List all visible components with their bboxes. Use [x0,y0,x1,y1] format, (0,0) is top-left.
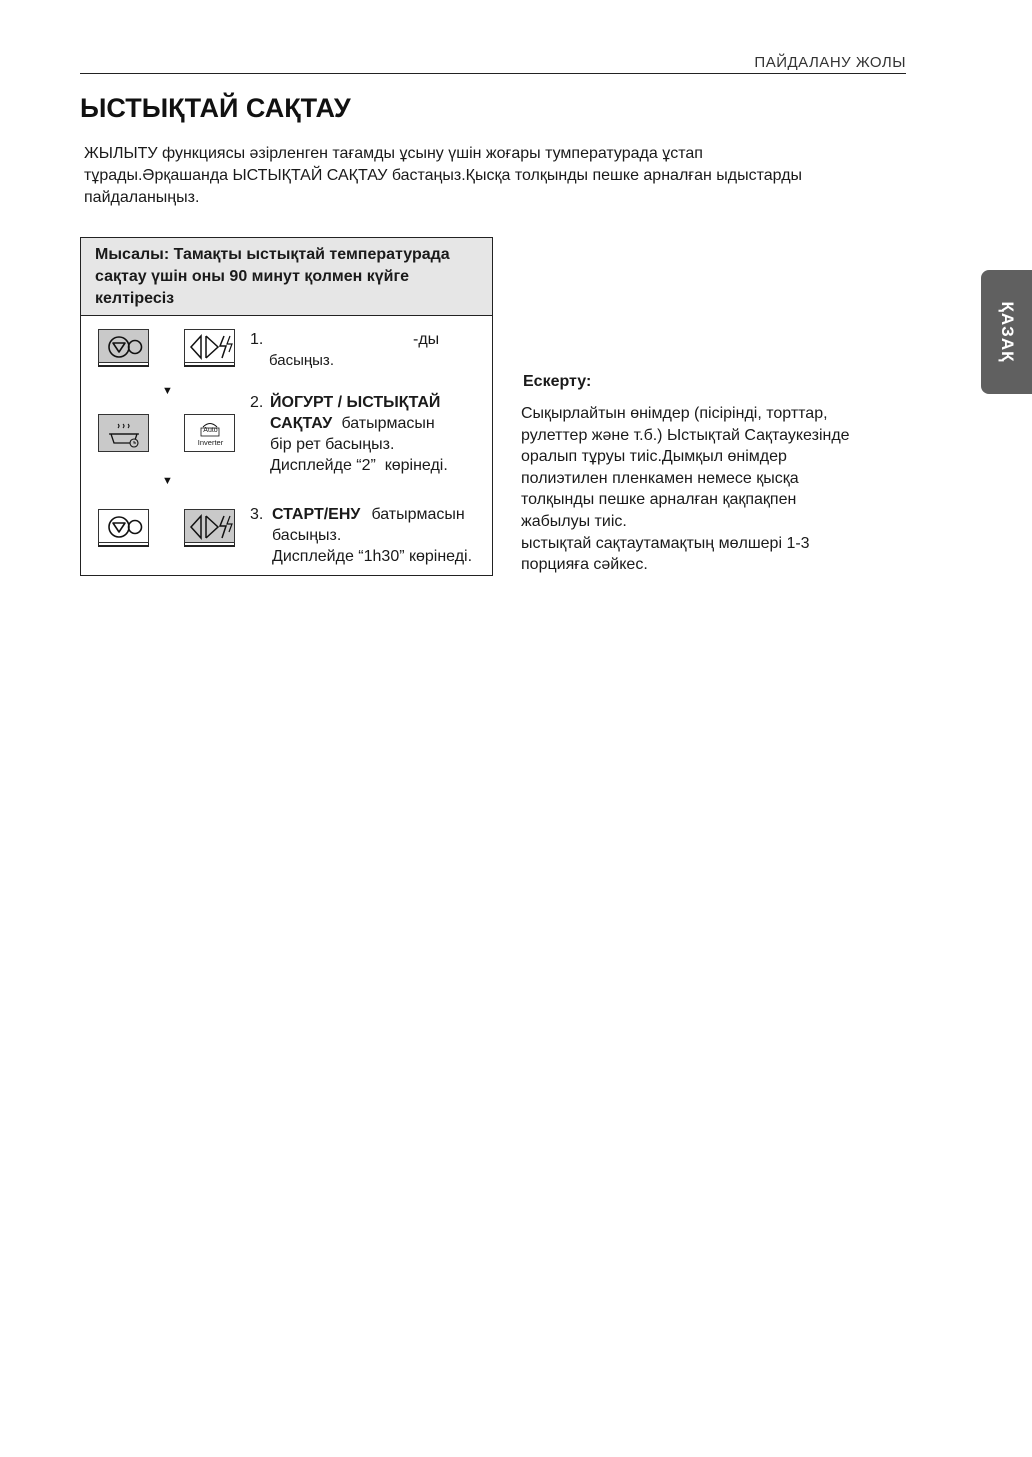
example-header-line: келтіресіз [95,290,175,307]
example-box [80,237,493,576]
stop-icon [99,330,150,364]
note-line: Сықырлайтын өнімдер (пісірінді, торттар, [521,405,828,422]
step-3 [250,504,490,570]
note-line: оралып тұруы тиіс.Дымқыл өнімдер [521,448,787,466]
note-line: жабылуы тиіс. [521,512,627,530]
step-text: басыңыз. [272,527,342,544]
start-icon [185,510,236,544]
page-title: ЫСТЫҚТАЙ САҚТАУ [80,93,351,123]
note-line: порцияға сәйкес. [521,556,648,574]
note-line: толқынды пешке арналған қақпақпен [521,491,797,509]
section-header: ПАЙДАЛАНУ ЖОЛЫ [754,54,906,71]
language-tab-label: ҚАЗАҚ [997,301,1017,363]
example-header [81,238,492,316]
note-title: Ескерту: [523,373,592,390]
language-tab [981,270,1032,394]
step-bold-text: ЙОГУРТ / ЫСТЫҚТАЙ [270,394,441,411]
step-1 [250,329,490,373]
step-text: бір рет басыңыз. [270,436,395,453]
flow-arrow: ▼ [162,385,173,397]
example-header-line: сақтау үшін оны 90 минут қолмен күйге [95,268,410,285]
stop-clear-button[interactable] [98,509,149,543]
step-text: басыңыз. [269,352,334,369]
intro-line: ЖЫЛЫТУ функциясы әзірленген тағамды ұсыну үшін жоғары тумпературада ұстап [84,145,703,162]
step-bold-text: СТАРТ/ЕНУ [272,506,361,523]
step-2 [250,392,490,482]
note-line: рулеттер және т.б.) Ыстықтай Сақтаукезінде [521,426,850,444]
step-text: -ды [413,331,440,348]
step-bold-text: САҚТАУ [270,415,333,432]
inverter-label: Inverter [197,438,224,447]
header-divider [80,73,906,74]
step-text: Дисплейде “1h30” көрінеді. [272,548,473,565]
example-header-line: Мысалы: Тамақты ыстықтай температурада [95,246,450,263]
start-button[interactable] [184,329,235,363]
step-number: 2. [250,394,264,411]
start-enter-button[interactable] [184,509,235,543]
auto-label: Auto [203,427,218,434]
intro-line: тұрады.Әрқашанда ЫСТЫҚТАЙ САҚТАУ бастаңыз.Қысқа толқынды пешке арналған ыдыстарды [84,167,803,184]
step-text: Дисплейде “2” көрінеді. [270,457,448,474]
note-line: ыстықтай сақтаутамақтың мөлшері 1-3 [521,534,810,552]
stop-icon [99,510,150,544]
step-text: батырмасын [367,506,465,523]
step-number: 3. [250,506,264,523]
flow-arrow: ▼ [162,475,173,487]
stop-clear-button[interactable] [98,329,149,363]
yogurt-keep-warm-button[interactable] [98,414,149,452]
intro-paragraph [84,143,914,209]
start-icon [185,330,236,364]
step-text: батырмасын [337,415,435,432]
note-body [521,403,921,576]
auto-inverter-button[interactable] [184,414,235,452]
keep-warm-icon [99,415,150,453]
step-number: 1. [250,331,264,348]
note-line: полиэтилен пленкамен немесе қысқа [521,469,799,487]
intro-line: пайдаланыңыз. [84,189,200,206]
